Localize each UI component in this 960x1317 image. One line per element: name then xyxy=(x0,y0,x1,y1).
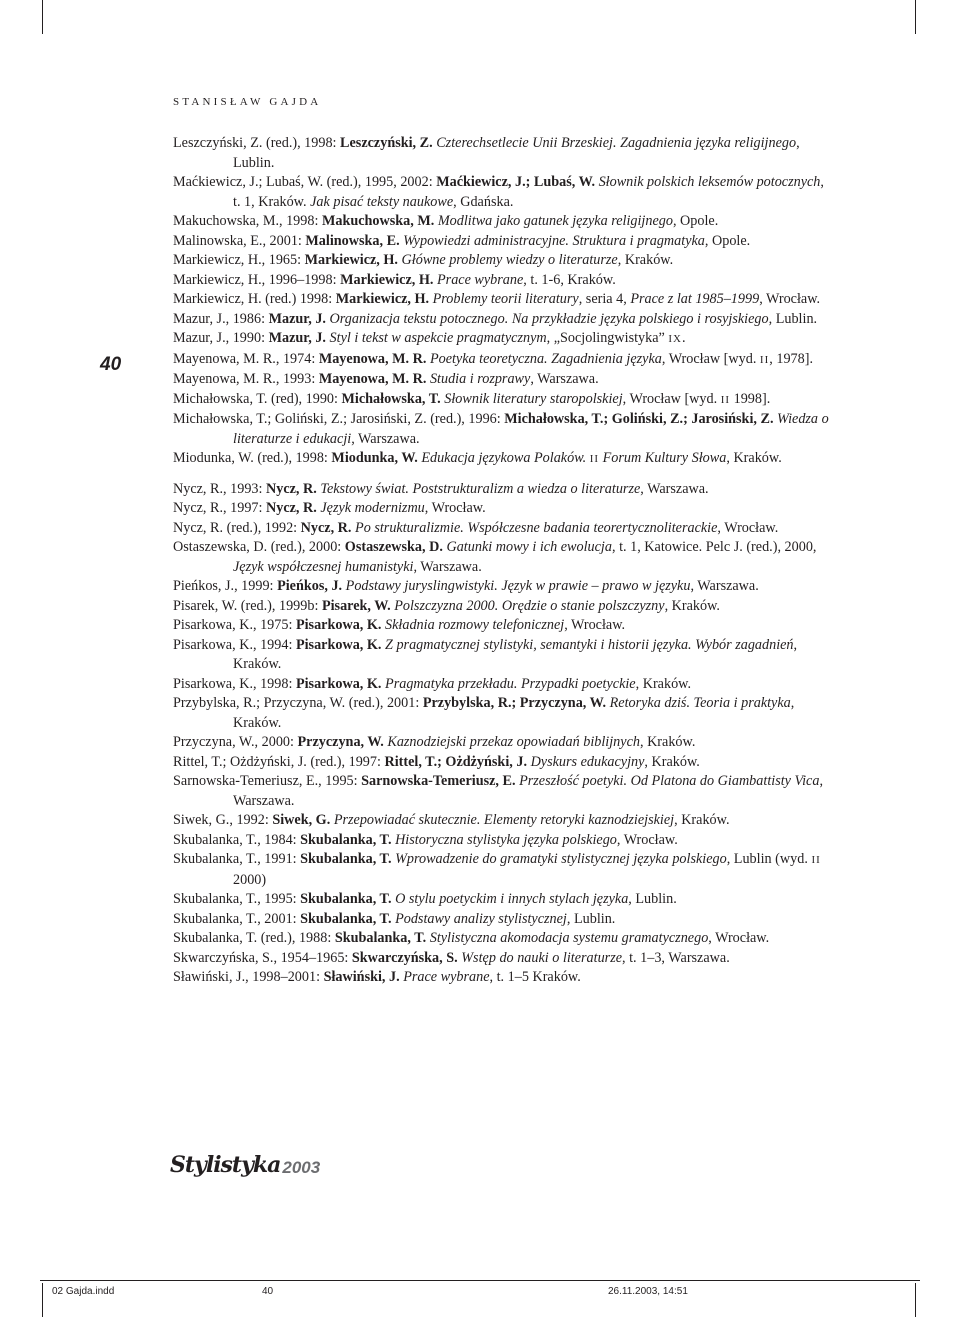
reference-text: Miodunka, W. (red.), 1998: xyxy=(173,450,332,466)
reference-entry xyxy=(173,831,833,851)
reference-title: Po strukturalizmie. Współczesne badania teorertycznoliterackie xyxy=(355,519,718,536)
reference-text: Skubalanka, T., 1991: xyxy=(173,851,301,867)
reference-entry xyxy=(173,910,833,930)
page-number: 40 xyxy=(100,354,122,375)
reference-title: Wprowadzenie do gramatyki stylistycznej języka polskiego xyxy=(395,851,727,867)
reference-author-bold: Przybylska, R.; Przyczyna, W. xyxy=(422,695,607,711)
reference-text: , Kraków. xyxy=(644,753,700,770)
reference-text: Skubalanka, T., 2001: xyxy=(173,910,301,927)
reference-text: IX xyxy=(668,333,682,345)
reference-text: , t. 1, Katowice. Pelc J. (red.), 2000, xyxy=(611,539,817,555)
reference-text: , Lublin. xyxy=(628,891,677,907)
reference-text: , Kraków. xyxy=(635,675,692,692)
reference-author-bold: Pisarek, W. xyxy=(321,597,391,614)
reference-text: Mayenowa, M. R., 1993: xyxy=(173,371,319,387)
reference-entry xyxy=(173,616,833,636)
reference-entry xyxy=(173,675,833,695)
reference-author-bold: Skubalanka, T. xyxy=(300,891,392,907)
reference-title: Słownik literatury staropolskiej xyxy=(444,390,623,407)
reference-entry xyxy=(173,232,833,252)
reference-text: Nycz, R., 1993: xyxy=(173,480,266,497)
reference-title: Czterechsetlecie Unii Brzeskiej. Zagadnienia języka religijnego xyxy=(436,135,797,151)
reference-title: Wypowiedzi administracyjne. Struktura i pragmatyka xyxy=(403,232,705,249)
reference-entry xyxy=(173,929,833,949)
reference-entry xyxy=(173,390,833,411)
reference-text: , Opole. xyxy=(672,213,719,229)
reference-title: Podstawy juryslingwistyki. Język w prawie – prawo w języku xyxy=(345,578,691,594)
reference-text: , Warszawa. xyxy=(530,371,599,387)
reference-title: Forum Kultury Słowa xyxy=(599,450,727,466)
reference-text: II xyxy=(759,353,770,366)
reference-author-bold: Pisarkowa, K. xyxy=(295,636,382,653)
reference-text: , Warszawa. xyxy=(233,773,823,809)
reference-entry xyxy=(173,480,833,500)
journal-logo xyxy=(170,1152,320,1178)
reference-text: Ostaszewska, D. (red.), 2000: xyxy=(173,539,345,555)
reference-title: Pragmatyka przekładu. Przypadki poetyckie xyxy=(385,675,636,692)
reference-title: Język współczesnej humanistyki xyxy=(233,558,414,575)
reference-author-bold: Mazur, J. xyxy=(268,310,326,327)
reference-text: Nycz, R. (red.), 1992: xyxy=(173,519,301,536)
reference-title: Historyczna stylistyka języka polskiego xyxy=(395,831,617,848)
reference-text: , Lublin. xyxy=(566,910,616,927)
reference-entry xyxy=(173,350,833,371)
reference-text: , Warszawa. xyxy=(690,578,759,594)
reference-entry xyxy=(173,597,833,617)
reference-entry xyxy=(173,636,833,675)
reference-title: Problemy teorii literatury xyxy=(432,291,579,307)
reference-text: , Gdańska. xyxy=(453,193,514,210)
reference-text: Pisarkowa, K., 1994: xyxy=(173,636,296,653)
reference-text: Siwek, G., 1992: xyxy=(173,812,273,828)
reference-text: Mazur, J., 1986: xyxy=(173,310,269,327)
reference-author-bold: Nycz, R. xyxy=(266,500,317,516)
reference-text: , t. 1–3, Warszawa. xyxy=(622,949,730,966)
reference-title: Organizacja tekstu potocznego. Na przykładzie języka polskiego i rosyjskiego xyxy=(329,310,769,327)
reference-author-bold: Sławiński, J. xyxy=(323,969,400,985)
reference-title: Stylistyczna akomodacja systemu gramatycznego xyxy=(429,930,709,946)
reference-text: . xyxy=(682,330,686,346)
reference-entry xyxy=(173,134,833,173)
reference-entry xyxy=(173,449,833,470)
reference-text: Nycz, R., 1997: xyxy=(173,500,266,516)
reference-text: Skubalanka, T. (red.), 1988: xyxy=(173,930,335,946)
reference-text: , Wrocław. xyxy=(616,831,678,848)
reference-entry xyxy=(173,538,833,577)
reference-author-bold: Rittel, T.; Ożdżyński, J. xyxy=(384,753,528,770)
footer-rule xyxy=(40,1280,920,1281)
reference-text: 1998]. xyxy=(730,390,771,407)
footer-page: 40 xyxy=(262,1286,274,1297)
reference-entry xyxy=(173,271,833,291)
reference-title: Prace wybrane xyxy=(437,271,524,288)
reference-text: 2000) xyxy=(233,871,267,888)
reference-title: Poetyka teoretyczna. Zagadnienia języka xyxy=(429,350,662,367)
crop-mark-top-right xyxy=(915,0,916,34)
reference-list xyxy=(173,134,833,988)
reference-text: Skwarczyńska, S., 1954–1965: xyxy=(173,949,352,966)
reference-title: Język modernizmu xyxy=(320,500,425,516)
reference-entry xyxy=(173,410,833,449)
reference-author-bold: Makuchowska, M. xyxy=(321,213,435,229)
reference-author-bold: Mayenowa, M. R. xyxy=(318,371,427,387)
reference-title: Składnia rozmowy telefonicznej xyxy=(385,617,565,633)
reference-title: O stylu poetyckim i innych stylach języka xyxy=(395,891,629,907)
reference-entry xyxy=(173,290,833,310)
reference-title: Styl i tekst w aspekcie pragmatycznym xyxy=(329,330,547,346)
reference-title: Gatunki mowy i ich ewolucja xyxy=(446,539,612,555)
reference-text: II xyxy=(720,393,731,406)
reference-author-bold: Skwarczyńska, S. xyxy=(351,949,458,966)
reference-author-bold: Ostaszewska, D. xyxy=(344,539,443,555)
reference-text: Malinowska, E., 2001: xyxy=(173,232,306,249)
reference-entry xyxy=(173,329,833,350)
reference-text: II xyxy=(811,854,821,866)
reference-title: Jak pisać teksty naukowe xyxy=(310,193,454,210)
reference-text: , seria 4, xyxy=(578,291,631,307)
reference-author-bold: Siwek, G. xyxy=(272,812,331,828)
reference-title: Z pragmatycznej stylistyki, semantyki i historii języka. Wybór zagadnień xyxy=(385,636,794,653)
journal-logo-year: 2003 xyxy=(282,1158,321,1177)
reference-title: Modlitwa jako gatunek języka religijnego xyxy=(437,213,673,229)
reference-text: Mayenowa, M. R., 1974: xyxy=(173,350,319,367)
reference-text: , Warszawa. xyxy=(351,430,420,447)
reference-author-bold: Mayenowa, M. R. xyxy=(318,350,427,367)
reference-text: Przybylska, R.; Przyczyna, W. (red.), 2001: xyxy=(173,695,423,711)
reference-author-bold: Skubalanka, T. xyxy=(334,930,427,946)
footer-file-name: 02 Gajda.indd xyxy=(52,1286,115,1297)
reference-author-bold: Markiewicz, H. xyxy=(335,291,430,307)
reference-author-bold: Nycz, R. xyxy=(266,480,317,497)
reference-text: , „Socjolingwistyka” xyxy=(546,330,669,346)
reference-text: , Kraków. xyxy=(233,695,795,731)
reference-text: Pisarkowa, K., 1975: xyxy=(173,617,296,633)
reference-title: Kaznodziejski przekaz opowiadań biblijnych xyxy=(387,734,640,750)
reference-text: , Lublin. xyxy=(768,310,818,327)
reference-entry xyxy=(173,251,833,271)
crop-mark-bottom-left xyxy=(42,1283,43,1317)
reference-text: , t. 1-6, Kraków. xyxy=(523,271,616,288)
reference-text: , Warszawa. xyxy=(413,558,482,575)
reference-author-bold: Pisarkowa, K. xyxy=(295,675,382,692)
reference-text: Markiewicz, H. (red.) 1998: xyxy=(173,291,336,307)
reference-entry xyxy=(173,890,833,910)
reference-text: , Wrocław. xyxy=(564,617,626,633)
reference-text: II xyxy=(589,453,600,465)
reference-text: , Kraków. xyxy=(233,636,798,672)
reference-text: , Wrocław [wyd. xyxy=(661,350,760,367)
reference-text: Sarnowska-Temeriusz, E., 1995: xyxy=(173,773,362,789)
reference-text: Skubalanka, T., 1984: xyxy=(173,831,301,848)
reference-text: Michałowska, T. (red), 1990: xyxy=(173,390,342,407)
reference-entry xyxy=(173,811,833,831)
reference-entry xyxy=(173,733,833,753)
reference-text: Skubalanka, T., 1995: xyxy=(173,891,301,907)
reference-text: , Kraków. xyxy=(617,252,674,268)
reference-title: Prace wybrane xyxy=(403,969,490,985)
reference-author-bold: Pieńkos, J. xyxy=(277,578,343,594)
reference-text: Przyczyna, W., 2000: xyxy=(173,734,298,750)
reference-text: Leszczyński, Z. (red.), 1998: xyxy=(173,135,341,151)
reference-entry xyxy=(173,212,833,232)
reference-title: Dyskurs edukacyjny xyxy=(530,753,645,770)
reference-entry xyxy=(173,370,833,390)
reference-text: Markiewicz, H., 1996–1998: xyxy=(173,271,341,288)
running-head: STANISŁAW GAJDA xyxy=(173,96,322,108)
reference-author-bold: Michałowska, T.; Goliński, Z.; Jarosiński, Z. xyxy=(504,411,774,427)
reference-author-bold: Nycz, R. xyxy=(300,519,352,536)
reference-text: , Wrocław. xyxy=(717,519,779,536)
reference-text: , Kraków. xyxy=(639,734,696,750)
crop-mark-bottom-right xyxy=(915,1283,916,1317)
reference-author-bold: Malinowska, E. xyxy=(305,232,400,249)
reference-title: Wiedza o literaturze i edukacji xyxy=(233,411,829,447)
reference-author-bold: Skubalanka, T. xyxy=(300,831,392,848)
reference-title: Słownik polskich leksemów potocznych xyxy=(598,174,821,190)
reference-author-bold: Skubalanka, T. xyxy=(300,851,392,867)
reference-text: , t. 1, Kraków. xyxy=(233,174,824,210)
reference-title: Retoryka dziś. Teoria i praktyka xyxy=(609,695,791,711)
reference-entry xyxy=(173,850,833,890)
reference-entry xyxy=(173,310,833,330)
reference-text: Michałowska, T.; Goliński, Z.; Jarosiński, Z. (red.), 1996: xyxy=(173,411,505,427)
reference-title: Przepowiadać skutecznie. Elementy retoryki kaznodziejskiej xyxy=(333,812,675,828)
reference-text: Rittel, T.; Ożdżyński, J. (red.), 1997: xyxy=(173,753,385,770)
reference-title: Studia i rozprawy xyxy=(429,371,531,387)
reference-text: , Lublin (wyd. xyxy=(726,851,812,867)
reference-author-bold: Maćkiewicz, J.; Lubaś, W. xyxy=(436,174,596,190)
reference-entry xyxy=(173,519,833,539)
journal-logo-script: Stylistyka xyxy=(170,1152,281,1178)
reference-title: Główne problemy wiedzy o literaturze xyxy=(401,252,618,268)
reference-title: Prace z lat 1985–1999 xyxy=(630,291,760,307)
reference-author-bold: Mazur, J. xyxy=(268,330,326,346)
reference-text: Markiewicz, H., 1965: xyxy=(173,252,305,268)
reference-text: Sławiński, J., 1998–2001: xyxy=(173,969,324,985)
reference-entry xyxy=(173,968,833,988)
reference-author-bold: Markiewicz, H. xyxy=(340,271,434,288)
reference-text: , Opole. xyxy=(704,232,751,249)
footer-datetime: 26.11.2003, 14:51 xyxy=(608,1286,688,1297)
reference-text: Pieńkos, J., 1999: xyxy=(173,578,278,594)
reference-entry xyxy=(173,694,833,733)
reference-text: , Warszawa. xyxy=(640,480,709,497)
crop-mark-top-left xyxy=(42,0,43,34)
reference-text: , Wrocław. xyxy=(759,291,821,307)
reference-author-bold: Skubalanka, T. xyxy=(300,910,392,927)
reference-text: Pisarkowa, K., 1998: xyxy=(173,675,296,692)
reference-author-bold: Pisarkowa, K. xyxy=(295,617,382,633)
reference-author-bold: Miodunka, W. xyxy=(331,450,418,466)
reference-entry xyxy=(173,772,833,811)
reference-title: Przeszłość poetyki. Od Platona do Giambattisty Vica xyxy=(519,773,820,789)
reference-text: , Wrocław [wyd. xyxy=(622,390,721,407)
reference-entry xyxy=(173,577,833,597)
reference-author-bold: Michałowska, T. xyxy=(341,390,441,407)
reference-text: , Lublin. xyxy=(233,135,800,171)
reference-text: , Wrocław. xyxy=(424,500,486,516)
reference-text: , Kraków. xyxy=(674,812,730,828)
reference-author-bold: Sarnowska-Temeriusz, E. xyxy=(361,773,516,789)
reference-entry xyxy=(173,753,833,773)
reference-author-bold: Leszczyński, Z. xyxy=(340,135,433,151)
reference-text: , t. 1–5 Kraków. xyxy=(489,969,581,985)
reference-text: , Kraków. xyxy=(664,597,720,614)
reference-entry xyxy=(173,949,833,969)
reference-title: Polszczyzna 2000. Orędzie o stanie polszczyzny xyxy=(394,597,665,614)
reference-text: Mazur, J., 1990: xyxy=(173,330,269,346)
reference-text: Maćkiewicz, J.; Lubaś, W. (red.), 1995, 2002: xyxy=(173,174,437,190)
reference-title: Wstęp do nauki o literaturze xyxy=(461,949,623,966)
reference-author-bold: Przyczyna, W. xyxy=(297,734,384,750)
reference-text: Pisarek, W. (red.), 1999b: xyxy=(173,597,322,614)
reference-text: , Kraków. xyxy=(726,450,782,466)
reference-entry xyxy=(173,173,833,212)
reference-title: Podstawy analizy stylistycznej xyxy=(395,910,567,927)
reference-text: Makuchowska, M., 1998: xyxy=(173,213,322,229)
reference-title: Edukacja językowa Polaków. xyxy=(421,450,590,466)
reference-author-bold: Markiewicz, H. xyxy=(304,252,398,268)
reference-text: , 1978]. xyxy=(769,350,813,367)
reference-entry xyxy=(173,499,833,519)
reference-title: Tekstowy świat. Poststrukturalizm a wiedza o literaturze xyxy=(320,480,641,497)
reference-text: , Wrocław. xyxy=(708,930,770,946)
